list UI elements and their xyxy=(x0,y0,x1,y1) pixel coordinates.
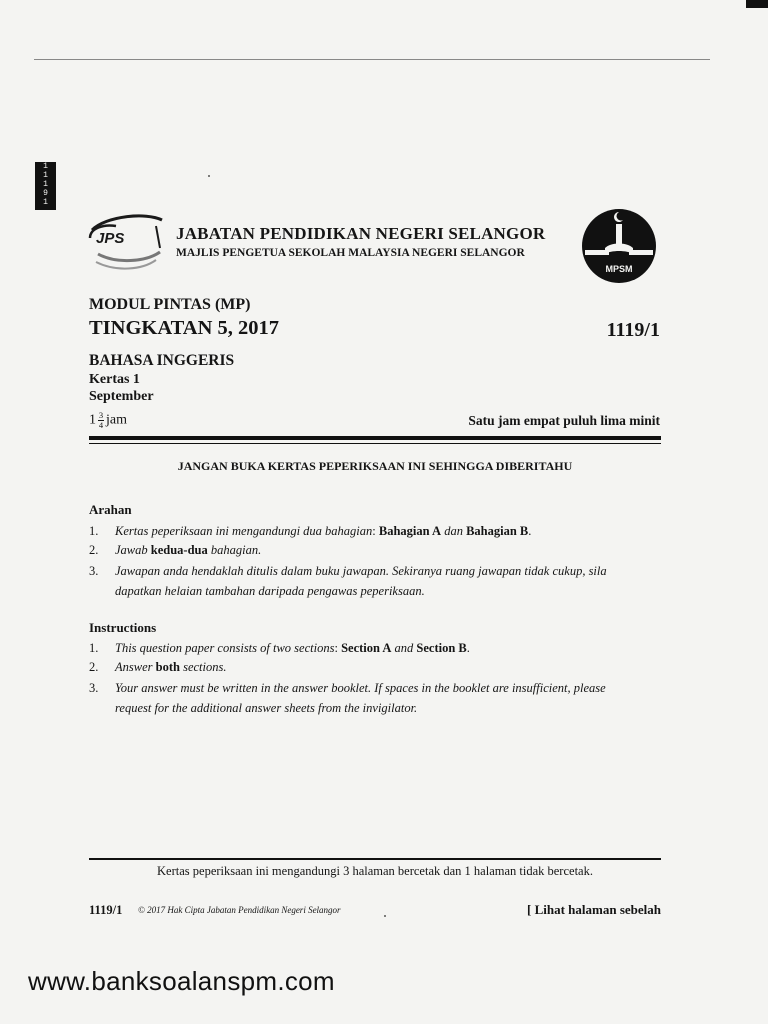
top-scan-rule xyxy=(34,59,710,60)
item-number: 2. xyxy=(89,543,99,557)
subject-name: BAHASA INGGERIS xyxy=(89,352,235,369)
item-number: 1. xyxy=(89,524,99,538)
corner-scan-mark xyxy=(746,0,768,8)
footer-divider xyxy=(89,858,661,860)
item-text: This question paper consists of two sections xyxy=(115,641,335,655)
item-number: 1. xyxy=(89,641,99,655)
item-text: . xyxy=(528,524,532,538)
arahan-heading: Arahan xyxy=(89,502,132,517)
exam-month: September xyxy=(89,389,154,404)
side-barcode xyxy=(35,162,56,210)
scan-speck xyxy=(384,915,386,917)
council-subtitle: MAJLIS PENGETUA SEKOLAH MALAYSIA NEGERI SELANGOR xyxy=(176,247,525,259)
form-year: TINGKATAN 5, 2017 xyxy=(89,317,280,339)
item-text: Kertas peperiksaan ini mengandungi dua bahagian xyxy=(115,524,373,538)
item-text: . xyxy=(466,641,470,655)
duration-words: Satu jam empat puluh lima minit xyxy=(468,413,660,428)
paper-code: 1119/1 xyxy=(606,319,660,341)
do-not-open-warning: JANGAN BUKA KERTAS PEPERIKSAAN INI SEHINGGA DIBERITAHU xyxy=(177,459,573,473)
item-text-bold: Section A xyxy=(341,641,392,655)
item-text: Jawab xyxy=(115,543,151,557)
side-code-digit: 1 xyxy=(43,162,48,171)
instructions-heading: Instructions xyxy=(89,620,157,635)
side-code-digit: 1 xyxy=(43,180,48,189)
mpsm-emblem xyxy=(579,208,659,284)
arahan-item xyxy=(89,561,661,601)
item-text: and xyxy=(391,641,417,655)
item-text: Jawapan anda hendaklah ditulis dalam buku jawapan. Sekiranya ruang jawapan tidak cukup, sila xyxy=(115,564,607,578)
item-text-bold: kedua-dua xyxy=(150,543,208,557)
mpsm-emblem-text: MPSM xyxy=(605,264,633,274)
item-text: : xyxy=(334,641,342,655)
item-text: Your answer must be written in the answer booklet. If spaces in the booklet are insufficient, please xyxy=(115,681,606,695)
arahan-item xyxy=(89,521,661,541)
instruction-item xyxy=(89,678,661,718)
item-text: : xyxy=(372,524,379,538)
item-number: 2. xyxy=(89,660,99,674)
item-text: dan xyxy=(441,524,467,538)
website-watermark: www.banksoalanspm.com xyxy=(28,966,335,996)
fraction-numerator: 3 xyxy=(98,410,104,420)
item-text: Answer xyxy=(115,660,156,674)
item-text-bold: both xyxy=(155,660,180,674)
instruction-item xyxy=(89,638,661,658)
divider-thin xyxy=(89,443,661,444)
page-count-note: Kertas peperiksaan ini mengandungi 3 halaman bercetak dan 1 halaman tidak bercetak. xyxy=(157,864,593,878)
jps-logo-text: JPS xyxy=(96,230,125,247)
item-text: sections. xyxy=(179,660,227,674)
footer-paper-code: 1119/1 xyxy=(89,903,123,917)
item-text: bahagian. xyxy=(207,543,262,557)
side-code-digit: 9 xyxy=(43,189,48,198)
duration-unit: jam xyxy=(106,412,127,428)
duration-fraction-part xyxy=(98,411,104,430)
duration-fraction xyxy=(89,411,127,430)
duration-whole: 1 xyxy=(89,412,96,428)
next-page-note: [ Lihat halaman sebelah xyxy=(527,902,661,917)
department-title: JABATAN PENDIDIKAN NEGERI SELANGOR xyxy=(176,224,546,243)
fraction-denominator: 4 xyxy=(98,420,104,430)
item-number: 3. xyxy=(89,681,99,695)
instruction-item xyxy=(89,657,661,677)
arahan-item xyxy=(89,540,661,560)
item-text: dapatkan helaian tambahan daripada pengawas peperiksaan. xyxy=(115,584,425,598)
scan-speck xyxy=(208,175,210,177)
item-text-bold: Bahagian B xyxy=(466,524,529,538)
divider-thick xyxy=(89,436,661,440)
side-code-digit: 1 xyxy=(43,171,48,180)
copyright-notice: © 2017 Hak Cipta Jabatan Pendidikan Negeri Selangor xyxy=(138,905,341,915)
item-text-bold: Bahagian A xyxy=(378,524,442,538)
side-code-digit: 1 xyxy=(43,198,48,207)
item-text: request for the additional answer sheets from the invigilator. xyxy=(115,701,418,715)
jps-logo xyxy=(86,212,166,274)
item-text-bold: Section B xyxy=(416,641,467,655)
item-number: 3. xyxy=(89,564,99,578)
paper-number: Kertas 1 xyxy=(89,372,140,387)
module-title: MODUL PINTAS (MP) xyxy=(89,296,251,313)
